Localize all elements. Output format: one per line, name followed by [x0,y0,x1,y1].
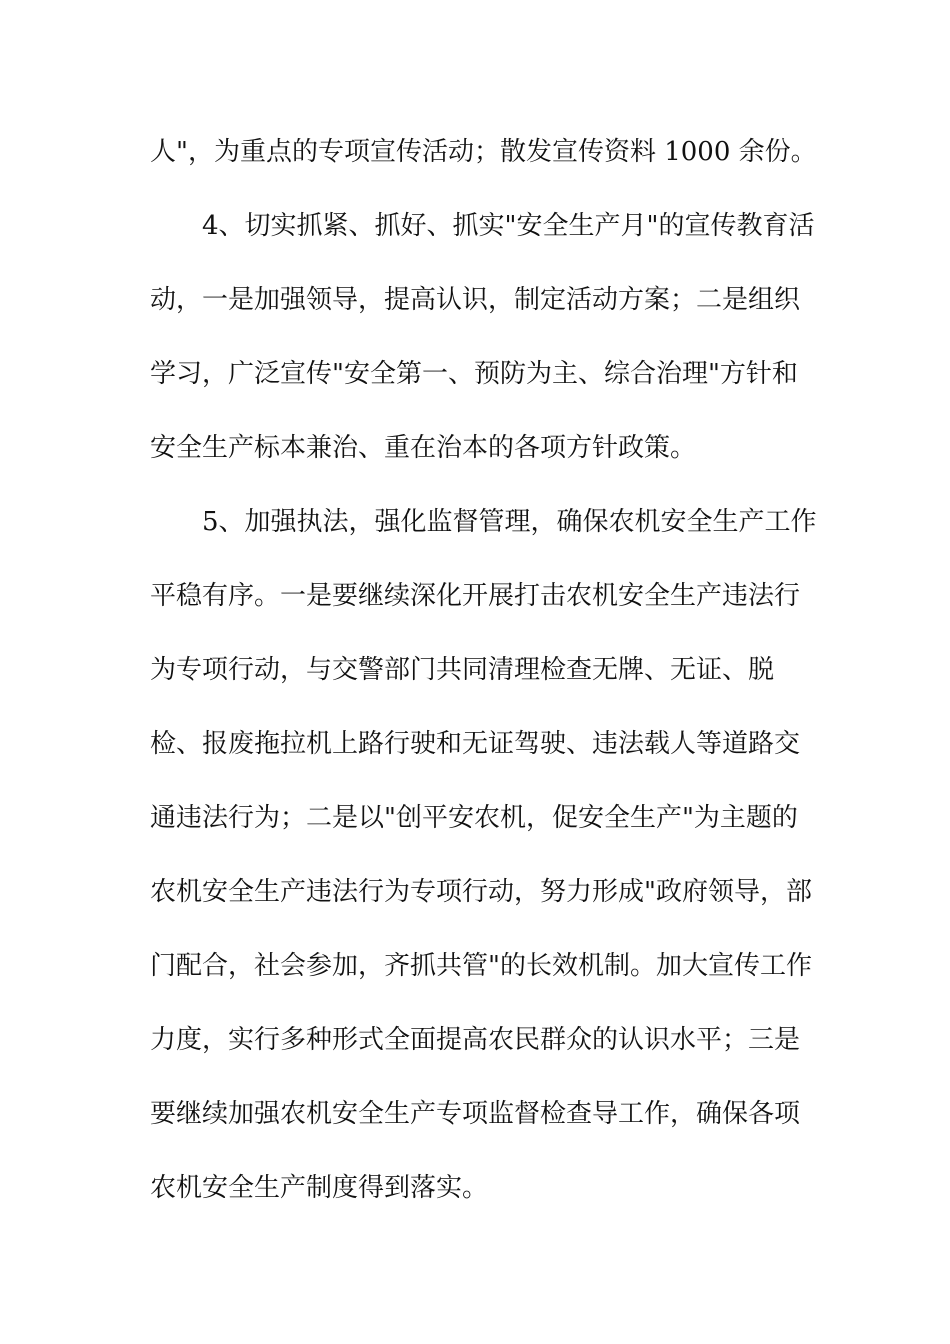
text-line: 平稳有序。一是要继续深化开展打击农机安全生产违法行 [150,581,801,611]
paragraph-4-line: 4、切实抓紧、抓好、抓实"安全生产月"的宣传教育活 [202,211,815,241]
text-line: 门配合，社会参加，齐抓共管"的长效机制。加大宣传工作 [150,951,812,981]
text-line: 要继续加强农机安全生产专项监督检查导工作，确保各项 [150,1099,801,1129]
text-line: 农机安全生产制度得到落实。 [150,1173,489,1203]
text-line: 动，一是加强领导，提高认识，制定活动方案；二是组织 [150,285,801,315]
text-line: 检、报废拖拉机上路行驶和无证驾驶、违法载人等道路交 [150,729,801,759]
text-line: 农机安全生产违法行为专项行动，努力形成"政府领导，部 [150,877,812,907]
text-line: 通违法行为；二是以"创平安农机，促安全生产"为主题的 [150,803,798,833]
text-line: 人"，为重点的专项宣传活动；散发宣传资料 1000 余份。 [150,137,817,167]
text-line: 为专项行动，与交警部门共同清理检查无牌、无证、脱 [150,655,775,685]
paragraph-5-line: 5、加强执法，强化监督管理，确保农机安全生产工作 [202,507,817,537]
text-line: 安全生产标本兼治、重在治本的各项方针政策。 [150,433,697,463]
text-line: 学习，广泛宣传"安全第一、预防为主、综合治理"方针和 [150,359,798,389]
text-line: 力度，实行多种形式全面提高农民群众的认识水平；三是 [150,1025,801,1055]
